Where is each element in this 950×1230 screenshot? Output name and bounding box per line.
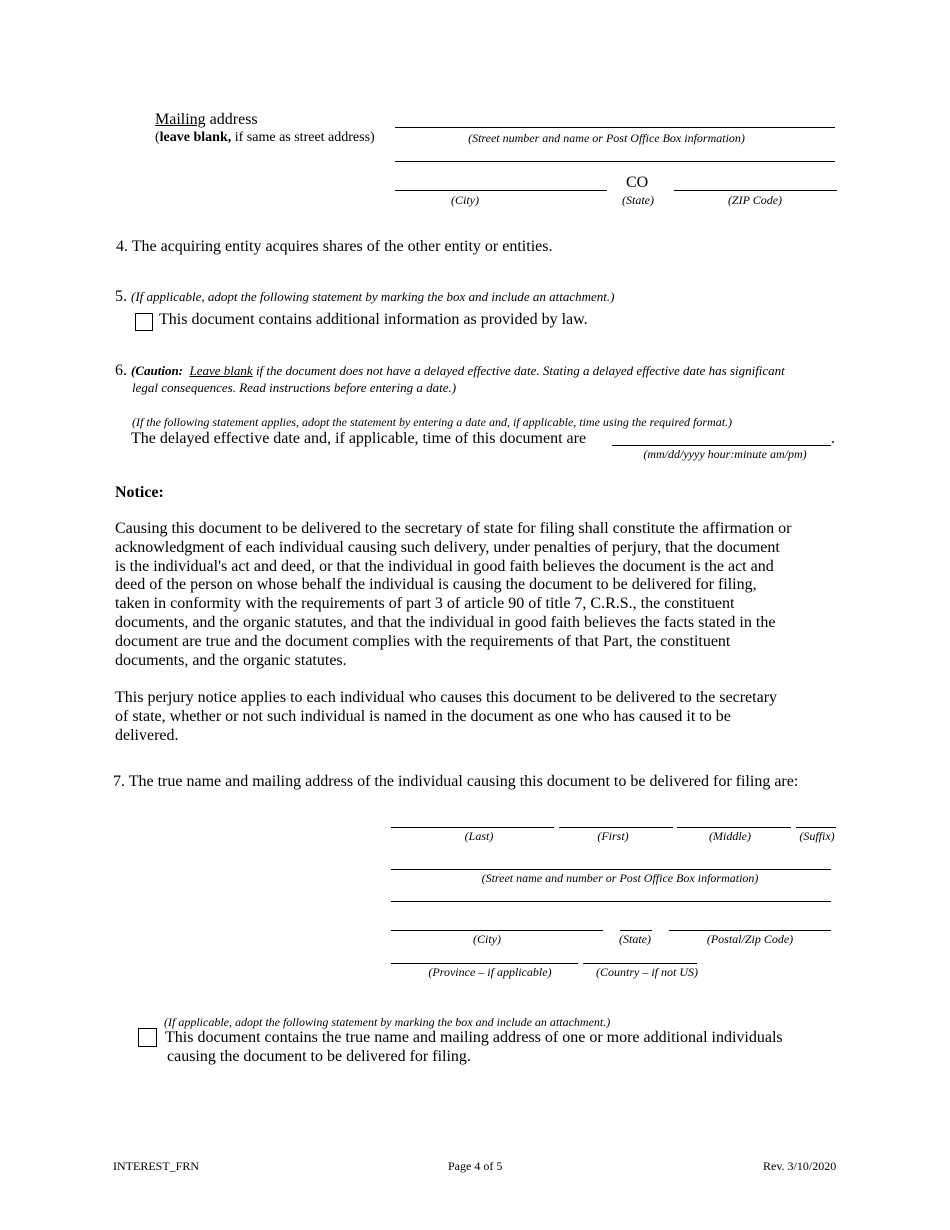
- notice-paragraph-2: [115, 689, 835, 745]
- notice-p1-line: document are true and the document complies with the requirements of that Part, the constituent: [115, 632, 731, 650]
- country-line[interactable]: [583, 963, 697, 964]
- notice-p1-line: documents, and the organic statutes.: [115, 651, 347, 669]
- notice-p1-line: acknowledgment of each individual causing such delivery, under penalties of perjury, that the document: [115, 538, 780, 556]
- additional-instruction: (If applicable, adopt the following statement by marking the box and include an attachment.): [164, 1015, 611, 1029]
- individual-state-line[interactable]: [620, 930, 652, 931]
- mailing-zip-caption: (ZIP Code): [727, 193, 783, 207]
- additional-statement-line-2: causing the document to be delivered for filing.: [167, 1048, 471, 1065]
- additional-individuals-checkbox[interactable]: [138, 1028, 157, 1047]
- notice-paragraph-1: [115, 520, 835, 670]
- mailing-street-line-1[interactable]: [395, 127, 835, 128]
- individual-city-caption: (City): [473, 932, 501, 946]
- notice-p1-line: taken in conformity with the requirements of part 3 of article 90 of title 7, C.R.S., the constituent: [115, 595, 735, 613]
- mailing-city-line[interactable]: [395, 190, 607, 191]
- mailing-city-caption: (City): [451, 193, 479, 207]
- middle-name-line[interactable]: [677, 827, 791, 828]
- first-caption: (First): [597, 829, 629, 843]
- notice-p1-line: is the individual's act and deed, or that the individual in good faith believes the document is the act and: [115, 557, 774, 575]
- item-5-statement: This document contains additional information as provided by law.: [159, 311, 588, 328]
- individual-street-line-2[interactable]: [391, 901, 831, 902]
- notice-p1-line: Causing this document to be delivered to the secretary of state for filing shall constitute the affirmation or: [115, 520, 792, 537]
- footer-form-id: INTEREST_FRN: [113, 1159, 200, 1173]
- additional-statement-line-1: This document contains the true name and mailing address of one or more additional individuals: [165, 1029, 783, 1046]
- item-5-heading: 5. (If applicable, adopt the following statement by marking the box and include an attachment.): [115, 288, 615, 305]
- item-6-instruction: (If the following statement applies, adopt the statement by entering a date and, if applicable, time using the required format.): [132, 415, 733, 429]
- individual-city-line[interactable]: [391, 930, 603, 931]
- country-caption: (Country – if not US): [596, 965, 698, 979]
- delayed-date-format-caption: (mm/dd/yyyy hour:minute am/pm): [643, 447, 807, 461]
- mailing-street-caption: (Street number and name or Post Office Box information): [468, 131, 745, 145]
- item-6-statement: The delayed effective date and, if applicable, time of this document are: [131, 430, 587, 447]
- mailing-street-line-2[interactable]: [395, 161, 835, 162]
- item-5-checkbox[interactable]: [135, 313, 153, 331]
- individual-street-caption: (Street name and number or Post Office Box information): [481, 871, 759, 885]
- notice-p1-line: deed of the person on whose behalf the individual is causing the document to be delivered for filing,: [115, 576, 757, 594]
- last-name-line[interactable]: [391, 827, 554, 828]
- mailing-zip-line[interactable]: [674, 190, 837, 191]
- province-line[interactable]: [391, 963, 578, 964]
- suffix-line[interactable]: [796, 827, 836, 828]
- mailing-address-sublabel: (leave blank, if same as street address): [155, 130, 375, 145]
- item-6-caution-line-1: 6. (Caution: Leave blank if the document does not have a delayed effective date. Stating a delayed effective date has significant: [115, 362, 785, 379]
- item-4-text: 4. The acquiring entity acquires shares of the other entity or entities.: [116, 238, 553, 255]
- notice-p2-line: delivered.: [115, 726, 179, 744]
- individual-street-line-1[interactable]: [391, 869, 831, 870]
- notice-heading: Notice:: [115, 484, 164, 501]
- footer-revision: Rev. 3/10/2020: [763, 1159, 837, 1173]
- province-caption: (Province – if applicable): [428, 965, 552, 979]
- mailing-state-caption: (State): [622, 193, 654, 207]
- last-caption: (Last): [464, 829, 494, 843]
- notice-p2-line: This perjury notice applies to each individual who causes this document to be delivered to the secretary: [115, 689, 778, 706]
- notice-p2-line: of state, whether or not such individual is named in the document as one who has caused it to be: [115, 707, 731, 725]
- footer-page-number: Page 4 of 5: [448, 1159, 503, 1173]
- individual-state-caption: (State): [619, 932, 651, 946]
- suffix-caption: (Suffix): [799, 829, 835, 843]
- item-7-text: 7. The true name and mailing address of the individual causing this document to be delivered for filing are:: [113, 773, 799, 790]
- mailing-state-value: CO: [626, 174, 649, 191]
- delayed-effective-date-line[interactable]: [612, 445, 831, 446]
- individual-postal-line[interactable]: [669, 930, 831, 931]
- item-6-caution-line-2: legal consequences. Read instructions before entering a date.): [132, 380, 457, 395]
- individual-postal-caption: (Postal/Zip Code): [706, 932, 794, 946]
- mailing-address-label: Mailing address: [155, 111, 258, 128]
- notice-p1-line: documents, and the organic statutes, and that the individual in good faith believes the facts stated in the: [115, 613, 776, 631]
- middle-caption: (Middle): [709, 829, 751, 843]
- first-name-line[interactable]: [559, 827, 673, 828]
- item-6-period: .: [831, 430, 835, 447]
